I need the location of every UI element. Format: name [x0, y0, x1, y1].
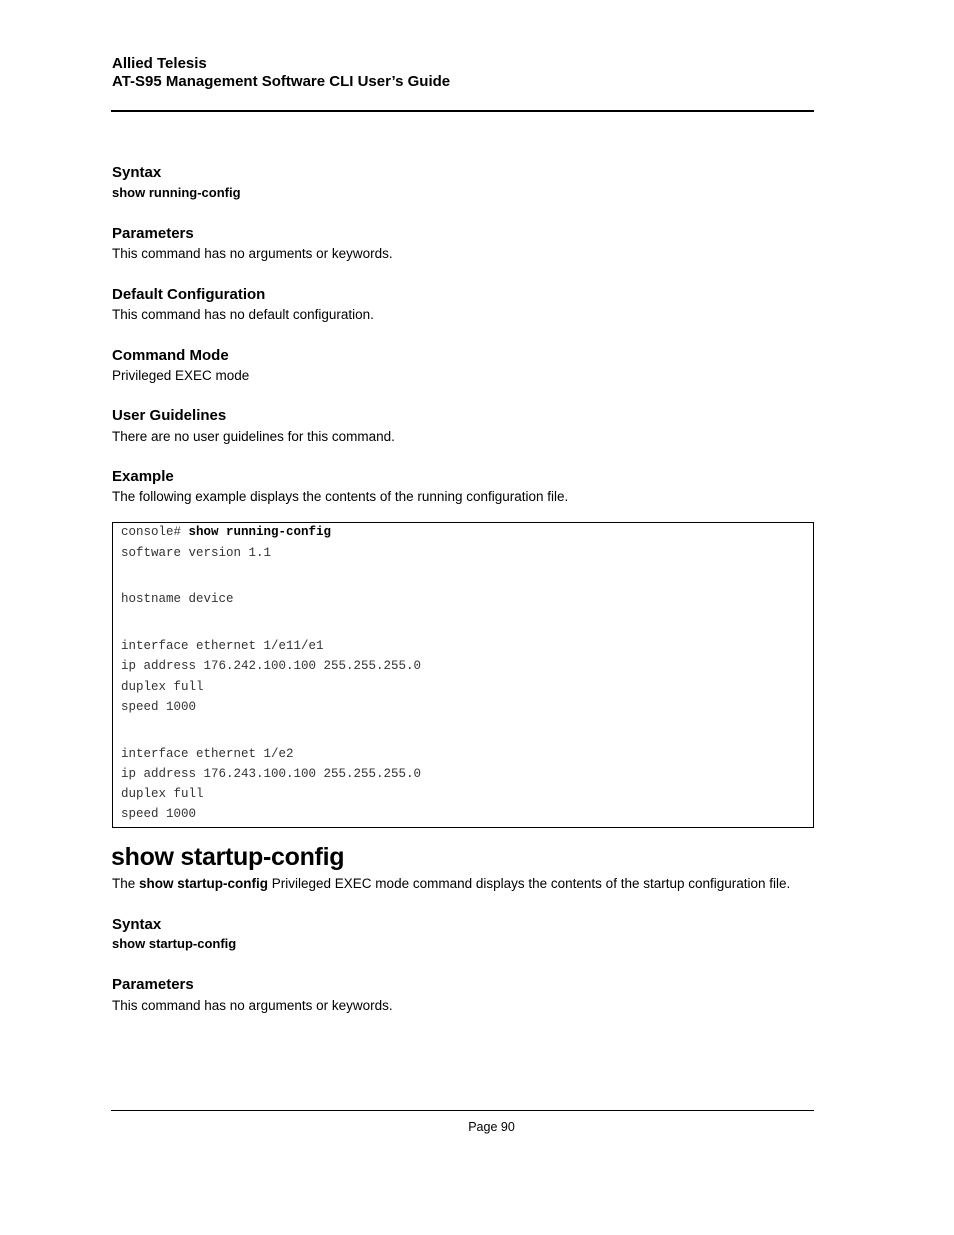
intro-suffix: Privileged EXEC mode command displays the contents of the startup configuration file. — [268, 876, 791, 891]
code-line: interface ethernet 1/e2 — [121, 747, 294, 761]
code-prompt: console# — [121, 525, 189, 539]
code-line: ip address 176.242.100.100 255.255.255.0 — [121, 659, 422, 673]
intro-command: show startup-config — [139, 876, 269, 891]
code-line: duplex full — [121, 680, 204, 694]
footer-rule — [111, 1110, 814, 1111]
example-text: The following example displays the contents of the running configuration file. — [112, 489, 569, 504]
syntax-command: show running-config — [112, 185, 241, 200]
parameters-heading: Parameters — [112, 225, 194, 242]
code-line: software version 1.1 — [121, 546, 272, 560]
code-example-box — [112, 522, 814, 828]
guide-title: AT-S95 Management Software CLI User’s Guide — [112, 73, 451, 90]
page-number: Page 90 — [468, 1120, 515, 1134]
header-rule — [111, 110, 814, 112]
syntax-heading: Syntax — [112, 916, 162, 933]
code-line: interface ethernet 1/e11/e1 — [121, 639, 324, 653]
command-mode-text: Privileged EXEC mode — [112, 368, 250, 383]
code-line: speed 1000 — [121, 700, 197, 714]
parameters-heading: Parameters — [112, 976, 194, 993]
code-command-line — [121, 525, 331, 540]
parameters-text: This command has no arguments or keywords. — [112, 998, 393, 1013]
default-configuration-text: This command has no default configuration. — [112, 307, 374, 322]
code-command: show running-config — [188, 525, 332, 539]
parameters-text: This command has no arguments or keywords. — [112, 246, 393, 261]
code-line: ip address 176.243.100.100 255.255.255.0 — [121, 767, 422, 781]
intro-prefix: The — [112, 876, 140, 891]
example-heading: Example — [112, 468, 174, 485]
code-line: duplex full — [121, 787, 204, 801]
syntax-command: show startup-config — [112, 936, 237, 951]
code-line: hostname device — [121, 592, 234, 606]
syntax-heading: Syntax — [112, 164, 162, 181]
user-guidelines-text: There are no user guidelines for this command. — [112, 429, 395, 444]
command-mode-heading: Command Mode — [112, 347, 229, 364]
section-intro — [112, 875, 790, 892]
user-guidelines-heading: User Guidelines — [112, 407, 227, 424]
code-line: speed 1000 — [121, 807, 197, 821]
company-name: Allied Telesis — [112, 55, 207, 72]
default-configuration-heading: Default Configuration — [112, 286, 266, 303]
section-title: show startup-config — [111, 843, 345, 871]
